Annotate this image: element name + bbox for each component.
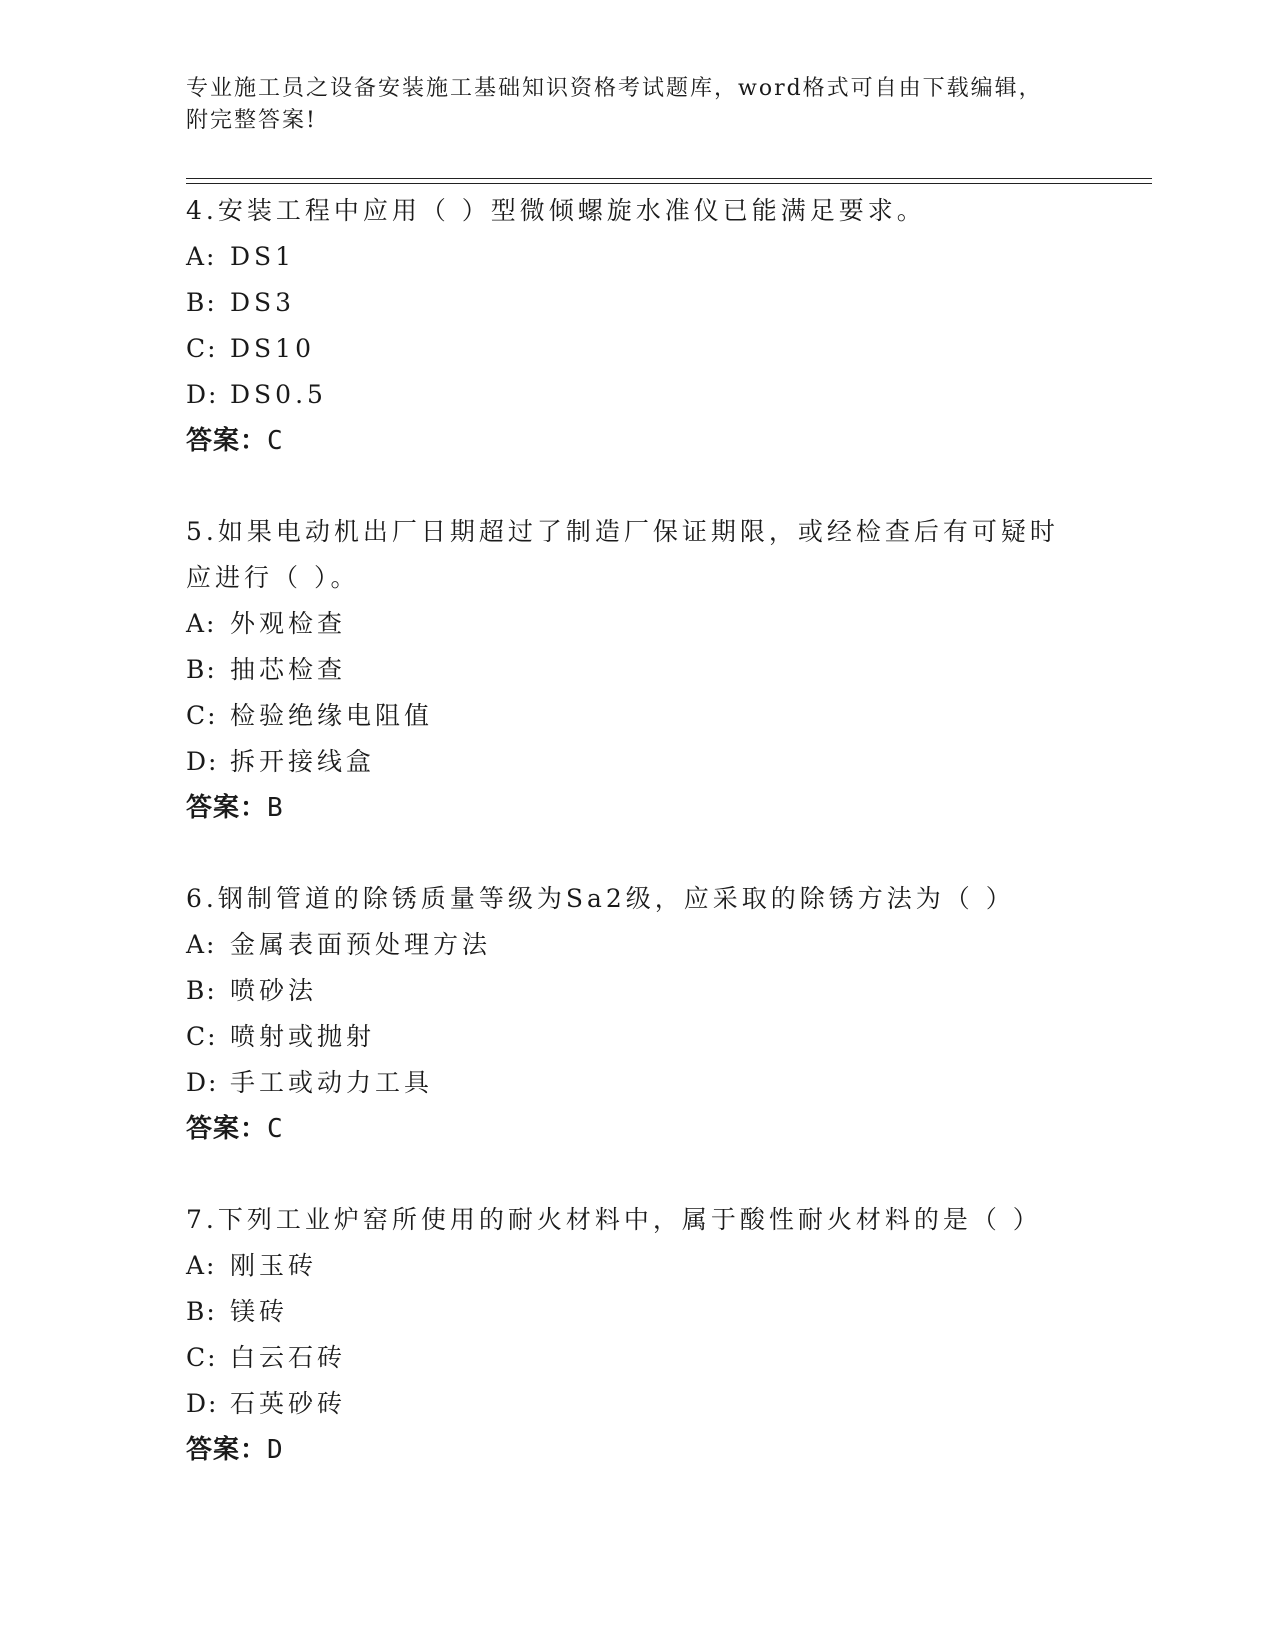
option-a bbox=[186, 1243, 1086, 1289]
answer-value: C bbox=[267, 426, 284, 456]
option-letter: D: bbox=[186, 747, 219, 776]
option-letter: A: bbox=[186, 1251, 217, 1280]
header-line-1: 专业施工员之设备安装施工基础知识资格考试题库，word格式可自由下载编辑， bbox=[186, 76, 1043, 101]
option-letter: B: bbox=[186, 655, 217, 684]
answer-line bbox=[186, 1106, 1086, 1152]
question-text: 4.安装工程中应用（ ）型微倾螺旋水准仪已能满足要求。 bbox=[186, 196, 926, 225]
option-letter: C: bbox=[186, 1343, 218, 1372]
header-rule-top bbox=[186, 178, 1152, 179]
option-text: DS1 bbox=[230, 242, 296, 271]
question-text-line-2: 应进行（ ）。 bbox=[186, 563, 360, 592]
question-block bbox=[186, 1197, 1086, 1473]
option-a bbox=[186, 922, 1086, 968]
option-text: 检验绝缘电阻值 bbox=[230, 701, 434, 730]
document-header bbox=[186, 73, 1066, 137]
option-letter: C: bbox=[186, 1022, 218, 1051]
option-text: 外观检查 bbox=[230, 609, 347, 638]
option-text: 手工或动力工具 bbox=[230, 1068, 434, 1097]
option-b bbox=[186, 647, 1086, 693]
answer-line bbox=[186, 418, 1086, 464]
answer-label: 答案： bbox=[186, 793, 268, 823]
option-letter: B: bbox=[186, 1297, 217, 1326]
answer-value: C bbox=[267, 1114, 284, 1144]
question-block bbox=[186, 509, 1086, 831]
option-d bbox=[186, 739, 1086, 785]
option-letter: C: bbox=[186, 334, 218, 363]
question-text: 6.钢制管道的除锈质量等级为Sa2级，应采取的除锈方法为（ ） bbox=[186, 884, 1015, 913]
option-c bbox=[186, 693, 1086, 739]
option-c bbox=[186, 1335, 1086, 1381]
option-c bbox=[186, 326, 1086, 372]
option-letter: B: bbox=[186, 288, 217, 317]
answer-label: 答案： bbox=[186, 1114, 268, 1144]
option-a bbox=[186, 601, 1086, 647]
answer-label: 答案： bbox=[186, 1435, 268, 1465]
option-letter: C: bbox=[186, 701, 218, 730]
option-text: 白云石砖 bbox=[230, 1343, 347, 1372]
option-letter: A: bbox=[186, 930, 217, 959]
header-line-2: 附完整答案! bbox=[186, 108, 317, 133]
question-block bbox=[186, 188, 1086, 464]
option-b bbox=[186, 1289, 1086, 1335]
answer-value: B bbox=[267, 793, 284, 823]
answer-line bbox=[186, 785, 1086, 831]
option-letter: A: bbox=[186, 609, 217, 638]
option-d bbox=[186, 1060, 1086, 1106]
option-text: DS0.5 bbox=[230, 380, 327, 409]
question-text: 7.下列工业炉窑所使用的耐火材料中，属于酸性耐火材料的是（ ） bbox=[186, 1205, 1042, 1234]
option-letter: A: bbox=[186, 242, 217, 271]
header-rule-bottom bbox=[186, 183, 1152, 184]
question-block bbox=[186, 876, 1086, 1152]
option-text: 抽芯检查 bbox=[230, 655, 347, 684]
option-text: 喷砂法 bbox=[230, 976, 318, 1005]
option-d bbox=[186, 1381, 1086, 1427]
option-text: 刚玉砖 bbox=[230, 1251, 318, 1280]
answer-line bbox=[186, 1427, 1086, 1473]
option-text: DS10 bbox=[230, 334, 315, 363]
question-text-line-1: 5.如果电动机出厂日期超过了制造厂保证期限，或经检查后有可疑时 bbox=[186, 517, 1059, 546]
option-text: 石英砂砖 bbox=[230, 1389, 347, 1418]
option-text: 喷射或抛射 bbox=[230, 1022, 376, 1051]
answer-label: 答案： bbox=[186, 426, 268, 456]
option-b bbox=[186, 280, 1086, 326]
option-b bbox=[186, 968, 1086, 1014]
option-letter: D: bbox=[186, 1068, 219, 1097]
option-letter: D: bbox=[186, 380, 219, 409]
option-letter: D: bbox=[186, 1389, 219, 1418]
option-text: 拆开接线盒 bbox=[230, 747, 376, 776]
option-c bbox=[186, 1014, 1086, 1060]
option-a bbox=[186, 234, 1086, 280]
option-text: 镁砖 bbox=[230, 1297, 289, 1326]
answer-value: D bbox=[267, 1435, 284, 1465]
option-text: 金属表面预处理方法 bbox=[230, 930, 492, 959]
option-d bbox=[186, 372, 1086, 418]
option-letter: B: bbox=[186, 976, 217, 1005]
option-text: DS3 bbox=[230, 288, 296, 317]
